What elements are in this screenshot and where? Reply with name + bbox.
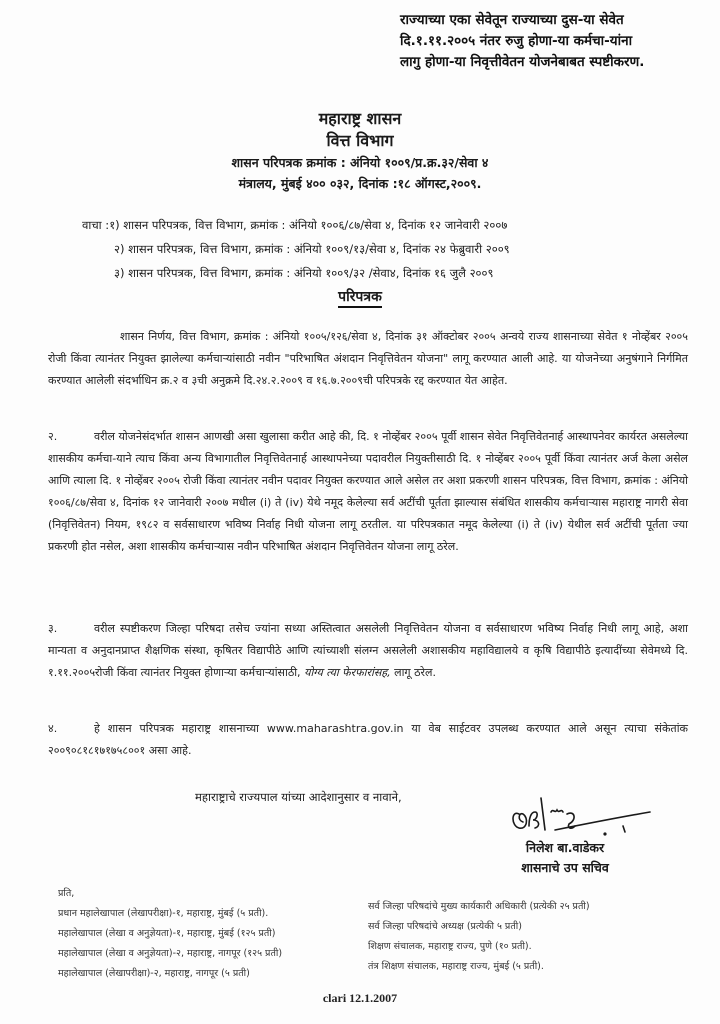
order-line: महाराष्ट्राचे राज्यपाल यांच्या आदेशानुसार व नावाने, [195,790,402,804]
signatory-name: निलेश बा.वाडेकर [525,840,605,855]
paragraph-3: ३. वरील स्पष्टीकरण जिल्हा परिषदा तसेच ज्यांना सध्या अस्तित्वात असलेली निवृत्तिवेतन योजना व सर्वसाधारण भविष्य निर्वाह निधी लागू आहे, अशा मान्यता व अनुदानप्राप्त शैक्षणिक संस्था, कृषितर विद्यापीठे आणि त्यांच्याशी संलग्न असलेली अशासकीय महाविद्यालये व कृषि विद्यापीठे इत्यादींच्या सेवेमध्ये दि. १.११.२००५रोजी किंवा त्यानंतर नियुक्त होणाऱ्या कर्मचाऱ्यांसाठी, योग्य त्या फेरफारांसह, लागू ठरेल. [48,618,688,684]
copy-recipient: महालेखापाल (लेखापरीक्षा)-२, महाराष्ट्र, नागपूर (५ प्रती) [58,968,250,979]
government-name: महाराष्ट्र शासन [318,109,402,128]
italic-phrase: योग्य त्या फेरफारांसह, [304,666,391,679]
references-label: वाचा : [82,218,110,232]
place-date: मंत्रालय, मुंबई ४०० ०३२, दिनांक :१८ ऑगस्ट,२००९. [238,176,482,191]
reference-item: वाचा :१) शासन परिपत्रक, वित्त विभाग, क्रमांक : अंनियो १००६/८७/सेवा ४, दिनांक १२ जानेवारी २००७ [82,218,508,232]
copy-recipient: प्रधान महालेखापाल (लेखापरीक्षा)-१, महाराष्ट्र, मुंबई (५ प्रती). [58,908,269,919]
paragraph-number: २. [48,430,58,443]
copy-recipient: सर्व जिल्हा परिषदांचे मुख्य कार्यकारी अधिकारी (प्रत्येकी २५ प्रती) [368,901,590,912]
subject-block [400,10,700,73]
references [82,213,702,285]
copy-recipient: महालेखापाल (लेखा व अनुज्ञेयता)-२, महाराष्ट्र, नागपूर (१२५ प्रती) [58,948,283,959]
letterhead [0,108,720,194]
circular-number: शासन परिपत्रक क्रमांक : अंनियो १००९/प्र.क्र.३२/सेवा ४ [231,155,489,170]
document-title: परिपत्रक [0,287,720,306]
paragraph-2: २. वरील योजनेसंदर्भात शासन आणखी असा खुलासा करीत आहे की, दि. १ नोव्हेंबर २००५ पूर्वी शासन सेवेत निवृत्तिवेतनार्ह आस्थापनेवर कार्यरत असलेल्या शासकीय कर्मचा-याने त्याच किंवा अन्य विभागातील निवृत्तिवेतनार्ह आस्थापनेच्या पदावरील नियुक्तीसाठी दि. १ नोव्हेंबर २००५ पूर्वी किंवा त्यानंतर अर्ज केला असेल आणि त्याला दि. १ नोव्हेंबर २००५ रोजी किंवा त्यानंतर नवीन पदावर नियुक्त करण्यात आले असेल तर अशा प्रकरणी शासन परिपत्रक, वित्त विभाग, क्रमांक : अंनियो १००६/८७/सेवा ४, दिनांक १२ जानेवारी २००७ मधील (i) ते (iv) येथे नमूद केलेल्या सर्व अटींची पूर्तता झाल्यास संबंधित शासकीय कर्मचाऱ्यास महाराष्ट्र नागरी सेवा (निवृत्तिवेतन) नियम, १९८२ व सर्वसाधारण भविष्य निर्वाह निधी योजना लागू ठरतील. या परिपत्रकात नमूद केलेल्या (i) ते (iv) येथील सर्व अटींची पूर्तता ज्या प्रकरणी होत नसेल, अशा शासकीय कर्मचाऱ्यास नवीन परिभाषित अंशदान निवृत्तिवेतन योजना लागू ठरेल. [48,426,688,558]
copy-recipient: सर्व जिल्हा परिषदांचे अध्यक्ष (प्रत्येकी ५ प्रती) [368,921,522,932]
footer-note: clari 12.1.2007 [322,991,398,1005]
paragraph-4: ४. हे शासन परिपत्रक महाराष्ट्र शासनाच्या www.maharashtra.gov.in या वेब साईटवर उपलब्ध करण्यात आले असून त्याचा संकेतांक २००९०८१८१७१७५८००१ असा आहे. [48,718,688,762]
paragraph-1: शासन निर्णय, वित्त विभाग, क्रमांक : अंनियो १००५/१२६/सेवा ४, दिनांक ३१ ऑक्टोबर २००५ अन्वये राज्य शासनाच्या सेवेत १ नोव्हेंबर २००५ रोजी किंवा त्यानंतर नियुक्त झालेल्या कर्मचाऱ्यांसाठी नवीन "परिभाषित अंशदान निवृत्तिवेतन योजना" लागू करण्यात आली आहे. या योजनेच्या अनुषंगाने निर्गमित करण्यात आलेली संदर्भाधिन क्र.२ व ३ची अनुक्रमे दि.२४.२.२००९ व १६.७.२००९ची परिपत्रके रद्द करण्यात येत आहेत. [48,330,688,387]
subject-line: राज्याच्या एका सेवेतून राज्याच्या दुस-या सेवेत [400,12,624,28]
copy-recipient: तंत्र शिक्षण संचालक, महाराष्ट्र राज्य, मुंबई (५ प्रती). [368,961,544,972]
subject-line: लागु होणा-या निवृत्तीवेतन योजनेबाबत स्पष्टीकरण. [400,54,645,70]
paragraph-number: ३. [48,622,58,635]
signatory-designation: शासनाचे उप सचिव [521,860,609,875]
copy-recipient: महालेखापाल (लेखा व अनुज्ञेयता)-१, महाराष्ट्र, मुंबई (१२५ प्रती) [58,928,276,939]
copies-label: प्रति, [58,888,75,899]
reference-item: ३) शासन परिपत्रक, वित्त विभाग, क्रमांक : अंनियो १००९/३२ /सेवा४, दिनांक १६ जुलै २००९ [114,266,494,280]
handwritten-signature [505,790,655,838]
reference-item: २) शासन परिपत्रक, वित्त विभाग, क्रमांक : अंनियो १००९/१३/सेवा ४, दिनांक २४ फेब्रुवारी २००९ [114,242,510,256]
department-name: वित्त विभाग [326,131,394,150]
subject-line: दि.१.११.२००५ नंतर रुजु होणा-या कर्मचा-यांना [400,33,633,49]
paragraph-number: ४. [48,722,58,735]
signatory-block [500,838,630,878]
copies-to-left [58,884,282,984]
copy-recipient: शिक्षण संचालक, महाराष्ट्र राज्य, पुणे (१० प्रती). [368,941,532,952]
copies-to-right [368,897,590,977]
